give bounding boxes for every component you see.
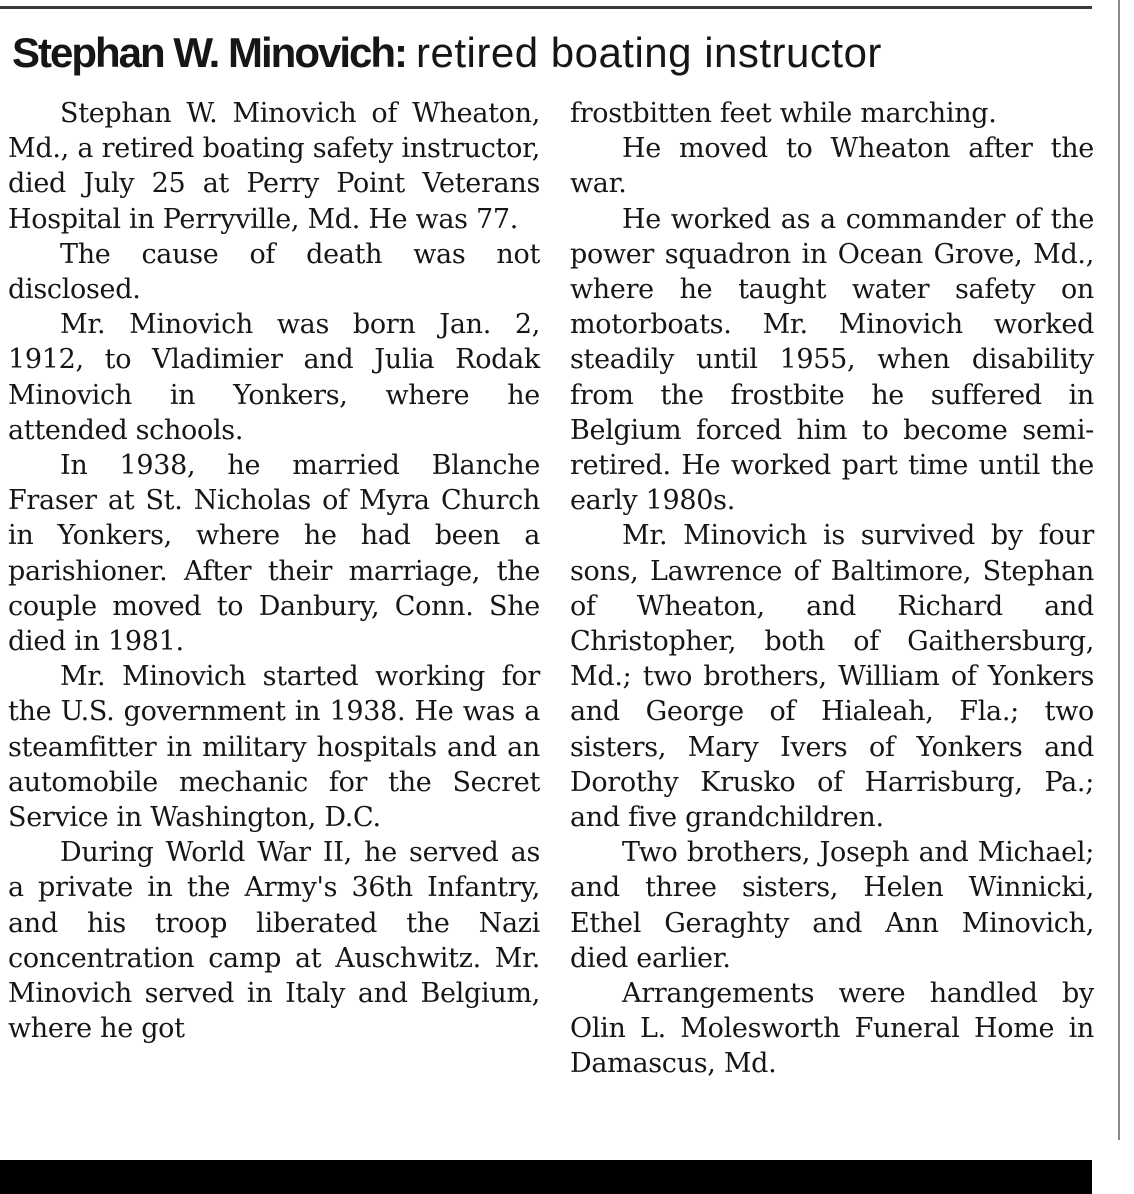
- bottom-black-rule: [0, 1160, 1092, 1194]
- column-divider-rule: [1118, 0, 1120, 1140]
- paragraph: In 1938, he married Blanche Fraser at St. Nicholas of Myra Church in Yonkers, where he had been a parishioner. After their marriage, the couple moved to Danbury, Conn. She died in 1981.: [8, 450, 540, 658]
- paragraph: Stephan W. Minovich of Wheaton, Md., a retired boating safety instructor, died July 25 at Perry Point Veterans Hospital in Perryville, Md. He was 77.: [8, 98, 540, 235]
- headline: [12, 26, 1112, 81]
- paragraph: He worked as a commander of the power squadron in Ocean Grove, Md., where he taught water safety on motorboats. Mr. Minovich worked steadily until 1955, when disability from the frostbite he suffered in Belgium forced him to become semi-retired. He worked part time until the early 1980s.: [570, 203, 1094, 517]
- paragraph: Arrangements were handled by Olin L. Molesworth Funeral Home in Damascus, Md.: [570, 978, 1094, 1080]
- paragraph: Mr. Minovich started working for the U.S. government in 1938. He was a steamfitter in military hospitals and an automobile mechanic for the Secret Service in Washington, D.C.: [8, 661, 540, 834]
- headline-name: Stephan W. Minovich:: [12, 29, 407, 76]
- paragraph: Mr. Minovich is survived by four sons, Lawrence of Baltimore, Stephan of Wheaton, and Richard and Christopher, both of Gaithersburg, Md.; two brothers, William of Yonkers and George of Hialeah, Fla.; two sisters, Mary Ivers of Yonkers and Dorothy Krusko of Harrisburg, Pa.; and five grandchildren.: [570, 520, 1094, 834]
- right-column: [570, 96, 1094, 1082]
- paragraph: Mr. Minovich was born Jan. 2, 1912, to Vladimier and Julia Rodak Minovich in Yonkers, where he attended schools.: [8, 309, 540, 446]
- headline-subtitle: retired boating instructor: [416, 29, 882, 76]
- left-column: [8, 96, 540, 1046]
- paragraph: During World War II, he served as a private in the Army's 36th Infantry, and his troop liberated the Nazi concentration camp at Auschwitz. Mr. Minovich served in Italy and Belgium, where he got: [8, 837, 540, 1045]
- paragraph: Two brothers, Joseph and Michael; and three sisters, Helen Winnicki, Ethel Geraghty and Ann Minovich, died earlier.: [570, 837, 1094, 974]
- paragraph: He moved to Wheaton after the war.: [570, 133, 1094, 200]
- paragraph: The cause of death was not disclosed.: [8, 238, 540, 306]
- paragraph-continuation: frostbitten feet while marching.: [570, 98, 997, 129]
- top-rule: [0, 6, 1092, 9]
